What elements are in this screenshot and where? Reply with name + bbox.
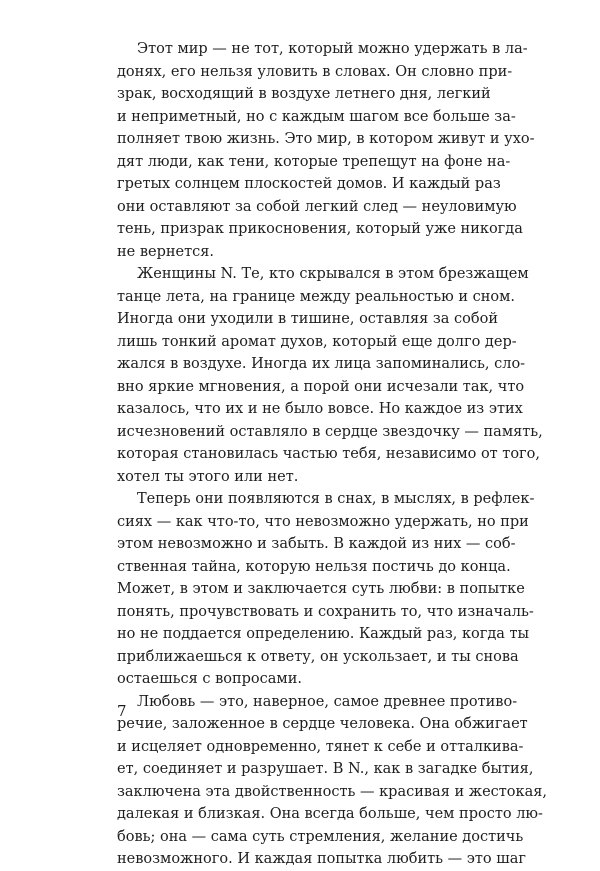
text-line: Этот мир — не тот, который можно удержать в ла- xyxy=(137,41,528,57)
paragraph xyxy=(117,488,535,691)
text-line: этом невозможно и забыть. В каждой из них — соб- xyxy=(117,536,516,552)
text-line: речие, заложенное в сердце человека. Она обжигает xyxy=(117,716,528,732)
text-line: гретых солнцем плоскостей домов. И каждый раз xyxy=(117,176,501,192)
text-line: ет, соединяет и разрушает. В N., как в загадке бытия, xyxy=(117,761,534,777)
text-line: танце лета, на границе между реальностью и сном. xyxy=(117,288,516,305)
text-line: и исцеляет одновременно, тянет к себе и отталкива- xyxy=(117,738,524,755)
text-line: хотел ты этого или нет. xyxy=(117,468,299,485)
text-line: сиях — как что-то, что невозможно удержать, но при xyxy=(117,513,529,530)
text-line: далекая и близкая. Она всегда больше, чем просто лю- xyxy=(117,806,543,822)
text-line: лишь тонкий аромат духов, который еще долго дер- xyxy=(117,333,517,350)
text-line: Может, в этом и заключается суть любви: в попытке xyxy=(117,581,525,597)
text-line: полняет твою жизнь. Это мир, в котором живут и ухо- xyxy=(117,131,535,147)
text-line: заключена эта двойственность — красивая и жестокая, xyxy=(117,783,547,800)
text-line: приближаешься к ответу, он ускользает, и ты снова xyxy=(117,648,519,665)
paragraph xyxy=(117,38,535,263)
text-line: остаешься с вопросами. xyxy=(117,671,302,687)
text-line: вно яркие мгновения, а порой они исчезали так, что xyxy=(117,378,525,395)
text-line: Любовь — это, наверное, самое древнее противо- xyxy=(137,693,518,710)
text-line: ственная тайна, которую нельзя постичь до конца. xyxy=(117,558,511,575)
page-number: 7 xyxy=(117,702,127,720)
body-text xyxy=(117,38,547,871)
paragraph xyxy=(117,263,543,488)
text-line: не вернется. xyxy=(117,243,215,260)
text-line: бовь; она — сама суть стремления, желание достичь xyxy=(117,828,524,845)
text-line: и неприметный, но с каждым шагом все больше за- xyxy=(117,108,516,125)
text-line: зрак, восходящий в воздухе летнего дня, легкий xyxy=(117,86,491,102)
text-line: понять, прочувствовать и сохранить то, что изначаль- xyxy=(117,603,534,620)
text-line: Теперь они появляются в снах, в мыслях, в рефлек- xyxy=(137,491,535,507)
text-line: Иногда они уходили в тишине, оставляя за собой xyxy=(117,311,499,327)
text-line: дят люди, как тени, которые трепещут на фоне на- xyxy=(117,153,511,170)
text-line: донях, его нельзя уловить в словах. Он словно при- xyxy=(117,63,513,80)
text-line: они оставляют за собой легкий след — неуловимую xyxy=(117,198,517,215)
text-line: казалось, что их и не было вовсе. Но каждое из этих xyxy=(117,401,523,417)
text-line: тень, призрак прикосновения, который уже никогда xyxy=(117,221,523,237)
paragraph xyxy=(117,691,547,871)
text-line: жался в воздухе. Иногда их лица запоминались, сло- xyxy=(117,356,526,372)
text-line: исчезновений оставляло в сердце звездочку — память, xyxy=(117,423,543,440)
text-line: но не поддается определению. Каждый раз, когда ты xyxy=(117,626,530,642)
text-line: которая становилась частью тебя, независимо от того, xyxy=(117,446,540,462)
text-line: Женщины N. Те, кто скрывался в этом брезжащем xyxy=(137,266,529,282)
text-line: невозможного. И каждая попытка любить — это шаг xyxy=(117,851,526,867)
